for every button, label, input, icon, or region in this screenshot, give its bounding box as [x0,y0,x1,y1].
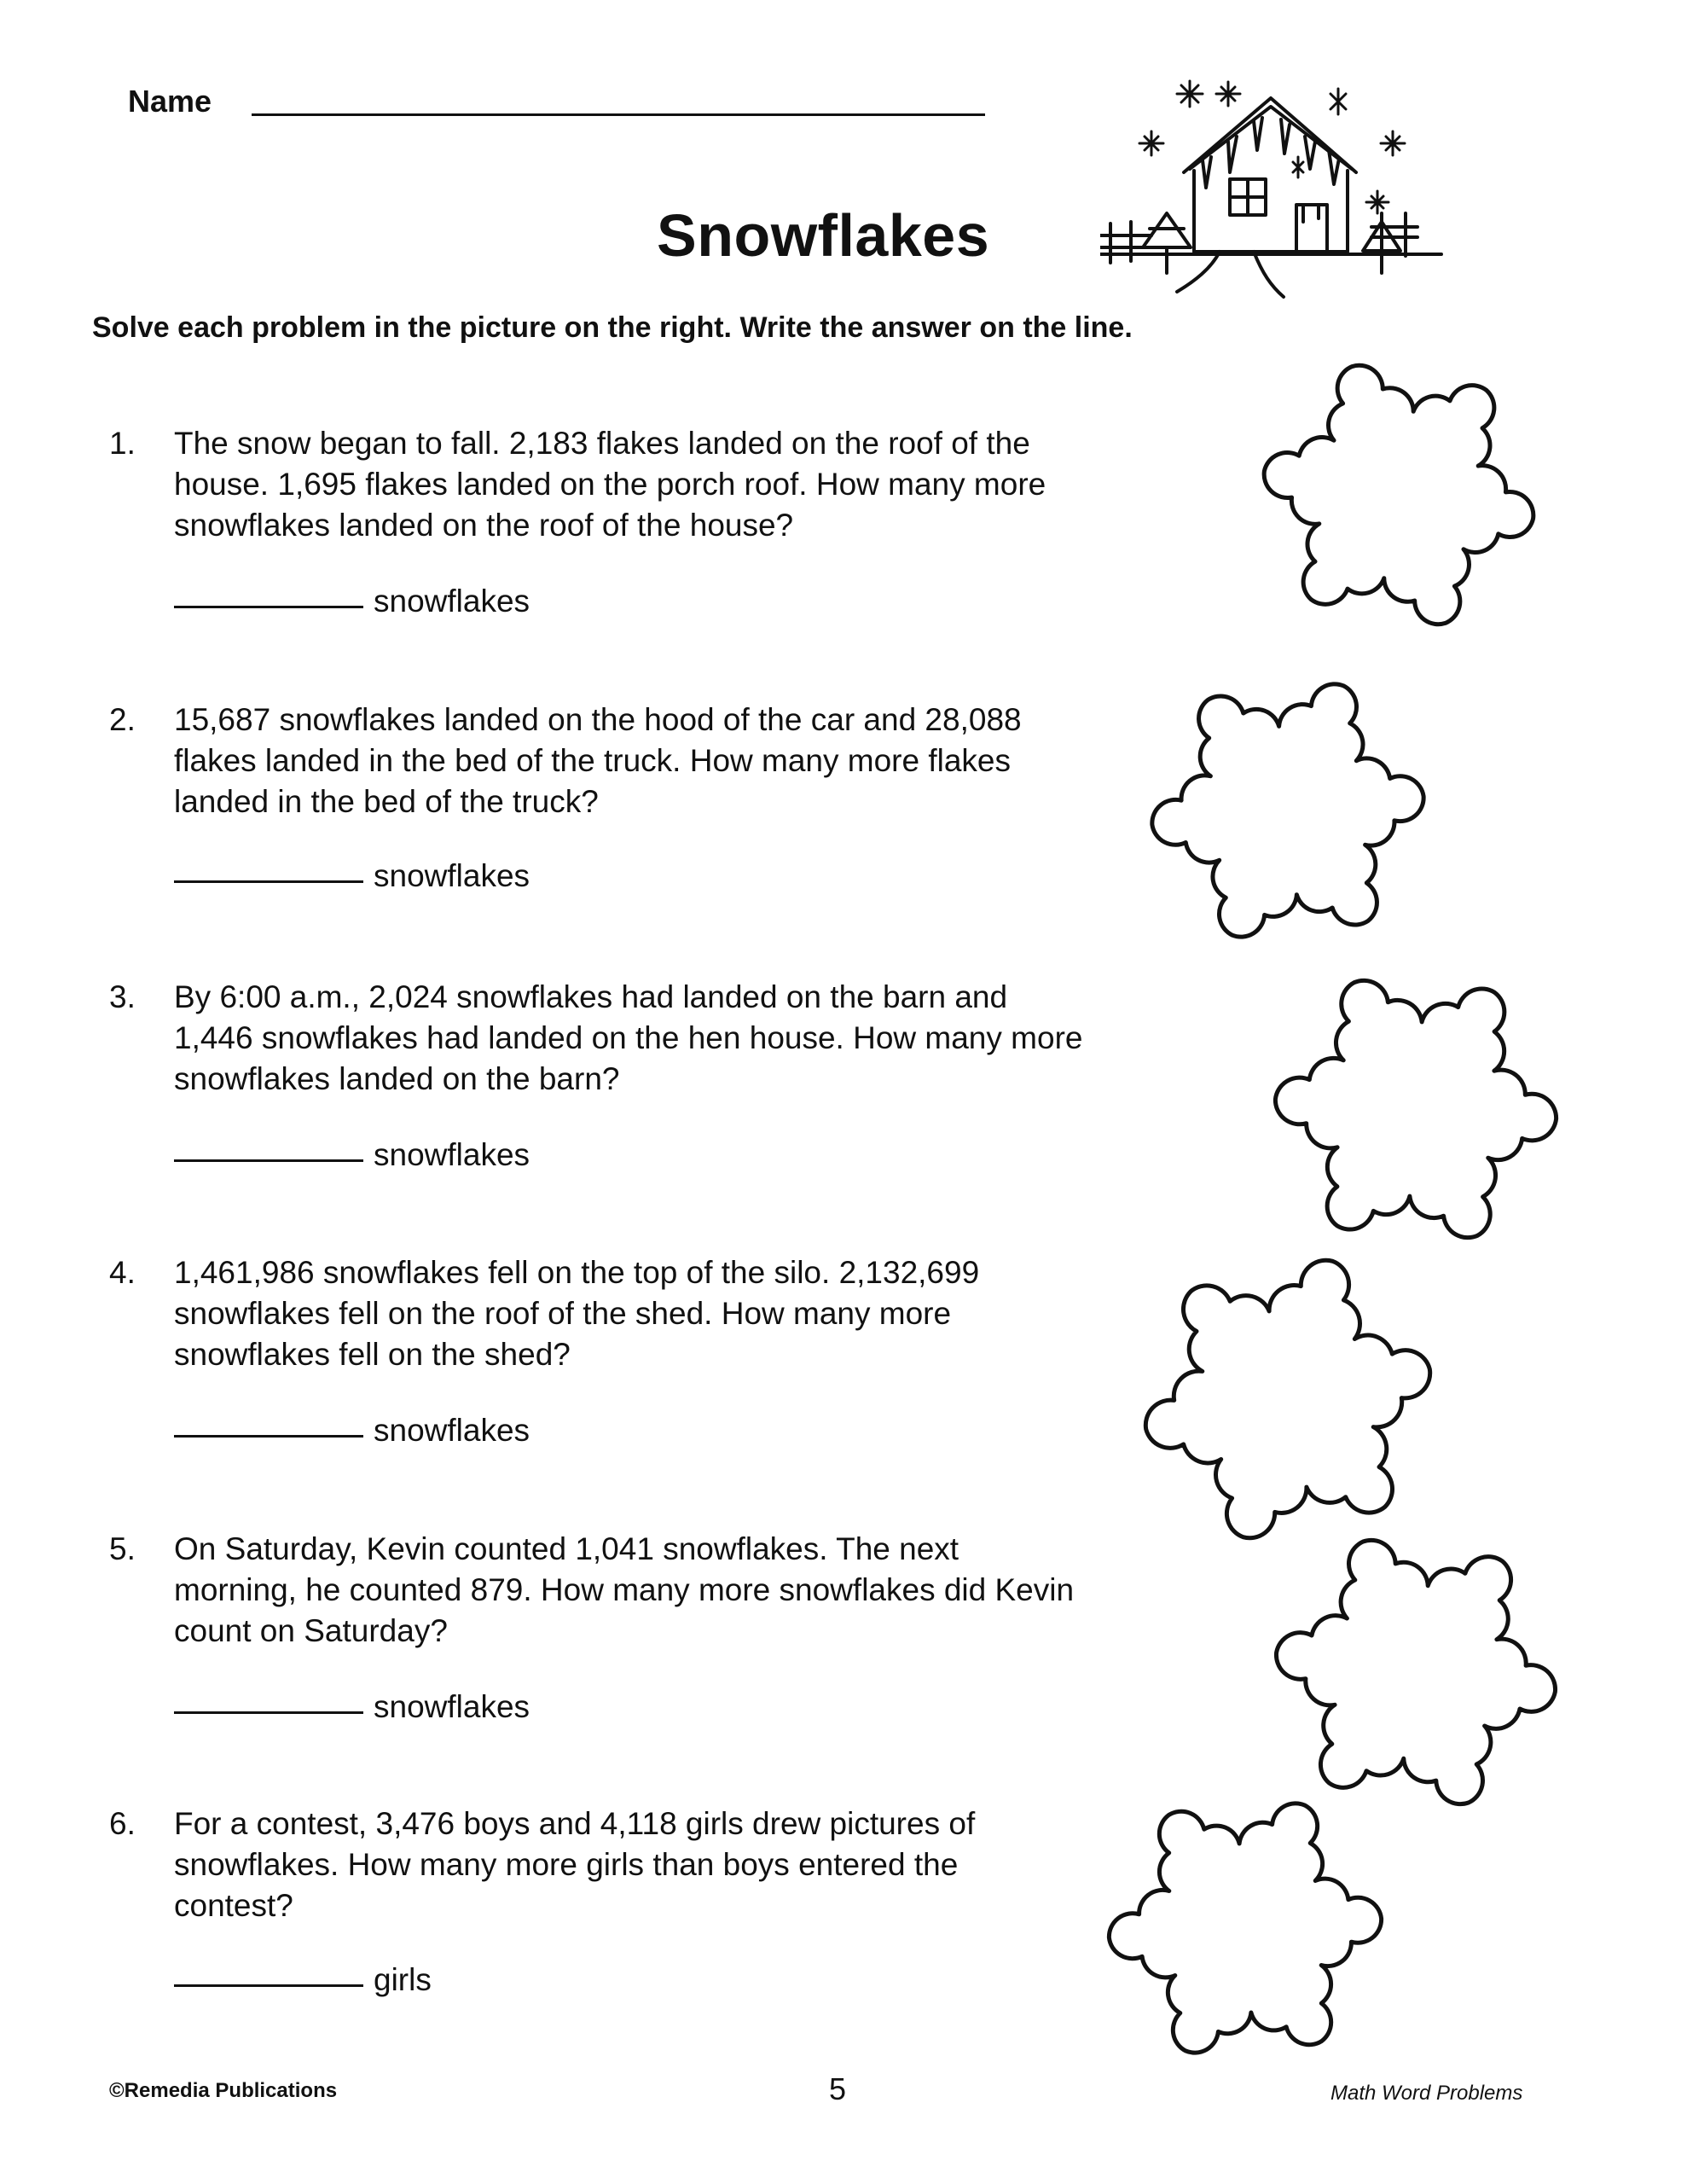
problem-text: On Saturday, Kevin counted 1,041 snowflakes. The next morning, he counted 879. How many more snowflakes did Kevin count on Saturday? [174,1531,1075,1648]
instructions: Solve each problem in the picture on the right. Write the answer on the line. [92,311,1133,344]
problem-text: 1,461,986 snowflakes fell on the top of the silo. 2,132,699 snowflakes fell on the roof of the shed. How many more snowflakes fell on the shed? [174,1255,980,1372]
page-title: Snowflakes [657,202,990,269]
answer-blank[interactable] [174,1711,363,1714]
problem-text: 15,687 snowflakes landed on the hood of the car and 28,088 flakes landed in the bed of the truck. How many more flakes landed in the bed of the truck? [174,702,1022,819]
answer-blank[interactable] [174,1435,363,1438]
problem-1 [109,423,1099,546]
answer-blank[interactable] [174,1159,363,1162]
snowflake-icon[interactable] [1245,947,1586,1271]
answer-unit: snowflakes [374,584,530,619]
answer-row-2 [174,858,530,894]
answer-row-3 [174,1137,530,1173]
problem-text: For a contest, 3,476 boys and 4,118 girls drew pictures of snowflakes. How many more girls than boys entered the contest? [174,1806,976,1923]
problem-text: The snow began to fall. 2,183 flakes landed on the roof of the house. 1,695 flakes landed on the porch roof. How many more snowflakes landed on the roof of the house? [174,426,1046,543]
answer-unit: snowflakes [374,1137,530,1172]
problem-number: 6. [109,1806,136,1841]
snowflake-outline [1109,1804,1381,2053]
problem-number: 2. [109,702,136,737]
snowflake-icon[interactable] [1117,648,1458,973]
answer-blank[interactable] [174,880,363,883]
answer-row-4 [174,1413,530,1449]
problem-number: 1. [109,426,136,461]
house-illustration-icon [1100,68,1458,307]
problem-4 [109,1252,1099,1375]
snowflake-outline [1264,365,1533,624]
answer-blank[interactable] [174,1984,363,1987]
answer-unit: snowflakes [374,1689,530,1724]
answer-row-6 [174,1962,432,1998]
answer-blank[interactable] [174,606,363,608]
problem-5 [109,1529,1099,1652]
name-label: Name [128,84,212,119]
snowflake-icon[interactable] [1075,1766,1416,2090]
problem-3 [109,977,1099,1100]
answer-row-1 [174,584,530,619]
problem-number: 5. [109,1531,136,1566]
problem-2 [109,700,1099,822]
answer-row-5 [174,1689,530,1725]
name-input-line[interactable] [252,113,985,116]
snowflake-outline [1152,684,1423,937]
book-title: Math Word Problems [1330,2082,1523,2105]
problem-6 [109,1804,1099,1926]
publisher-credit: ©Remedia Publications [109,2079,338,2102]
answer-unit: snowflakes [374,858,530,893]
snowflake-outline [1275,980,1556,1237]
problem-text: By 6:00 a.m., 2,024 snowflakes had landed on the barn and 1,446 snowflakes had landed on the hen house. How many more snowflakes landed on the barn? [174,979,1083,1096]
answer-unit: snowflakes [374,1413,530,1448]
problem-number: 4. [109,1255,136,1290]
snowflake-outline [1145,1260,1429,1538]
page-number: 5 [829,2071,847,2106]
snowflake-icon[interactable] [1220,333,1578,657]
answer-unit: girls [374,1962,432,1997]
problem-number: 3. [109,979,136,1014]
snowflake-outline [1276,1540,1555,1804]
